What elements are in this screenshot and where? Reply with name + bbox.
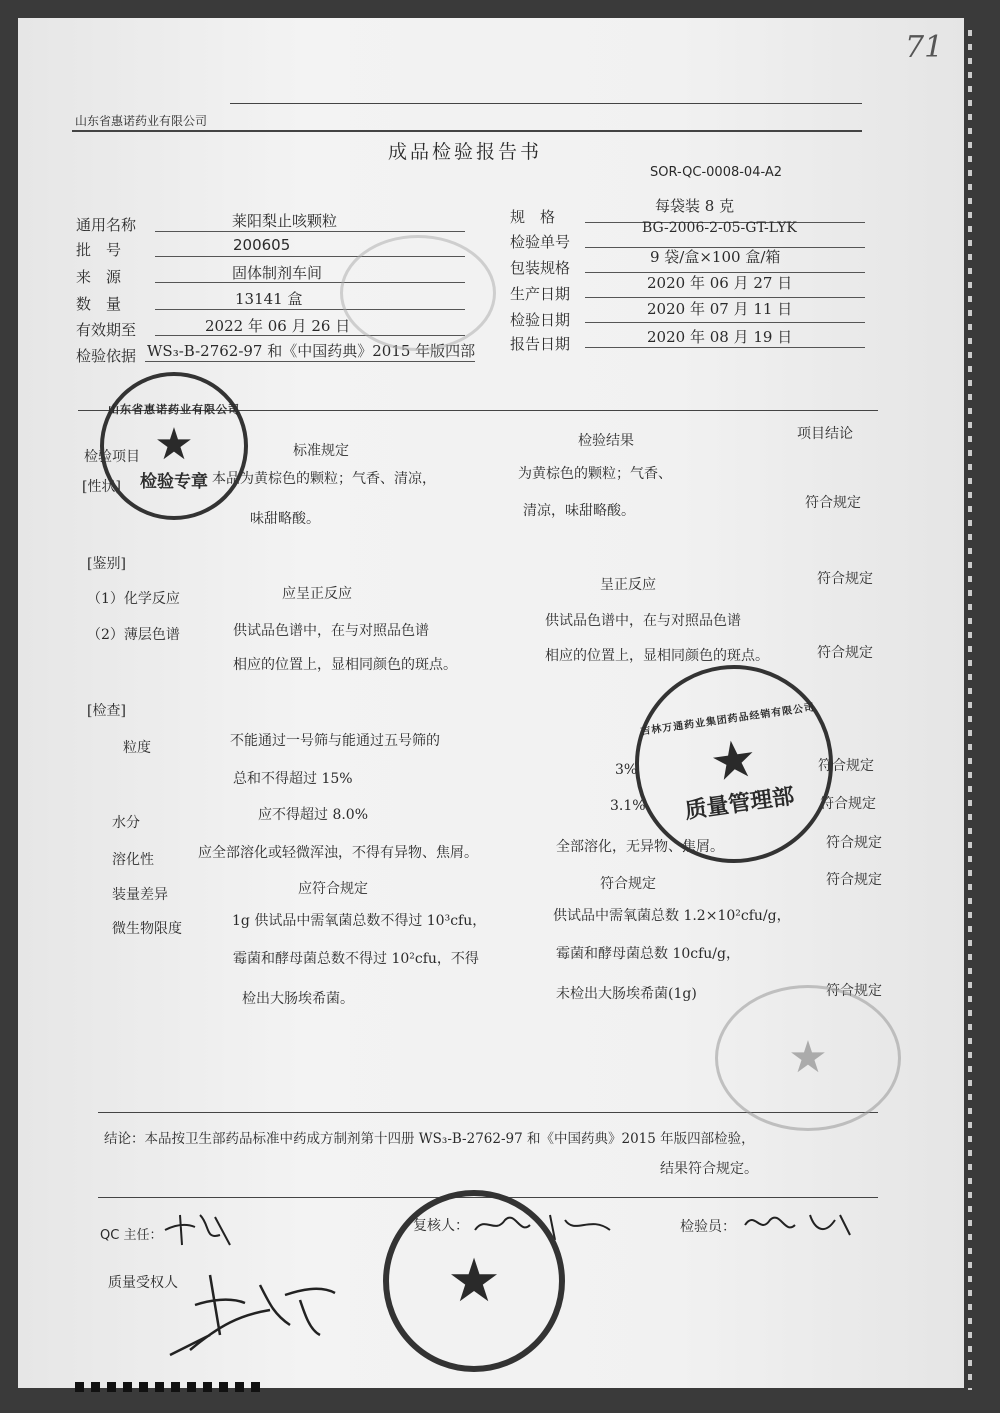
faint-stamp (715, 985, 901, 1131)
test-moisture-conclusion: 符合规定 (820, 796, 876, 812)
qa-person-signature (150, 1255, 350, 1365)
ident-row1-result: 呈正反应 (600, 577, 656, 593)
conclusion-line2: 结果符合规定。 (660, 1161, 758, 1177)
test-moisture-name: 水分 (112, 815, 140, 831)
section-heading-identification: [鉴别] (87, 556, 126, 572)
test-solubility-standard: 应全部溶化或轻微浑浊，不得有异物、焦屑。 (198, 845, 478, 861)
appearance-result-line1: 为黄棕色的颗粒；气香、 (518, 466, 672, 482)
ident-row1-conclusion: 符合规定 (817, 571, 873, 587)
field-value-report-no: BG-2006-2-05-GT-LYK (642, 220, 797, 236)
stamp2-center-text: 质量管理部 (683, 783, 796, 825)
header-rule (72, 130, 862, 132)
reviewer-label: 复核人： (413, 1218, 469, 1234)
faint-top-stamp (340, 235, 496, 351)
test-particle-size-name: 粒度 (123, 740, 151, 756)
field-label-report-no: 检验单号 (510, 233, 571, 251)
test-microbial-result-line1: 供试品中需氧菌总数 1.2×10²cfu/g， (553, 908, 791, 924)
test-microbial-result-line2: 霉菌和酵母菌总数 10cfu/g， (556, 946, 740, 962)
test-fill-weight-result: 符合规定 (600, 876, 656, 892)
field-label-report-date: 报告日期 (510, 335, 571, 353)
ident-row2-name: （2）薄层色谱 (87, 627, 180, 643)
company-name: 山东省惠诺药业有限公司 (75, 114, 208, 128)
field-value-basis: WS₃-B-2762-97 和《中国药典》2015 年版四部 (147, 342, 476, 360)
test-particle-size-standard-line1: 不能通过一号筛与能通过五号筛的 (230, 733, 440, 749)
field-label-qty: 数 量 (76, 295, 122, 313)
col-header-standard: 标准规定 (293, 443, 349, 459)
field-value-report-date: 2020 年 08 月 19 日 (647, 328, 793, 346)
appearance-standard-line2: 味甜略酸。 (250, 511, 320, 527)
ident-row2-result-line2: 相应的位置上，显相同颜色的斑点。 (545, 648, 769, 664)
document-page (18, 18, 964, 1388)
stamp2-ring-text: 吉林万通药业集团药品经销有限公司 (639, 702, 816, 738)
field-value-name: 莱阳梨止咳颗粒 (232, 212, 338, 230)
test-solubility-name: 溶化性 (112, 852, 154, 868)
col-header-result: 检验结果 (578, 433, 634, 449)
test-particle-size-result: 3% (615, 762, 638, 778)
col-header-conclusion: 项目结论 (797, 426, 853, 442)
field-label-expiry: 有效期至 (76, 321, 137, 339)
underline (145, 361, 475, 362)
test-microbial-standard-line1: 1g 供试品中需氧菌总数不得过 10³cfu， (232, 913, 487, 929)
field-label-spec: 规 格 (510, 208, 556, 226)
header-rule-top (230, 103, 862, 104)
star-icon: ★ (788, 1032, 828, 1083)
ident-row1-standard: 应呈正反应 (282, 586, 352, 602)
report-title: 成品检验报告书 (388, 141, 543, 163)
field-label-source: 来 源 (76, 268, 122, 286)
field-label-pack: 包装规格 (510, 259, 571, 277)
qc-director-signature (160, 1205, 240, 1255)
test-particle-size-conclusion: 符合规定 (818, 758, 874, 774)
star-icon: ★ (154, 418, 194, 470)
qc-director-label: QC 主任： (100, 1228, 163, 1243)
section-heading-tests: [检查] (87, 703, 126, 719)
appearance-conclusion: 符合规定 (805, 495, 861, 511)
right-edge-dashes (968, 30, 972, 1390)
test-microbial-conclusion: 符合规定 (826, 983, 882, 999)
test-microbial-standard-line3: 检出大肠埃希菌。 (242, 991, 354, 1007)
test-microbial-result-line3: 未检出大肠埃希菌(1g) (556, 986, 697, 1002)
page-number: 71 (905, 30, 944, 65)
field-label-basis: 检验依据 (76, 347, 137, 365)
field-label-prod-date: 生产日期 (510, 285, 571, 303)
field-value-test-date: 2020 年 07 月 11 日 (647, 300, 793, 318)
qa-person-label: 质量受权人 (108, 1275, 178, 1291)
underline (155, 231, 465, 232)
appearance-standard-line1: 本品为黄棕色的颗粒；气香、清凉， (212, 471, 436, 487)
ident-row1-name: （1）化学反应 (87, 591, 180, 607)
test-fill-weight-standard: 应符合规定 (298, 881, 368, 897)
field-value-source: 固体制剂车间 (232, 264, 323, 282)
test-microbial-name: 微生物限度 (112, 921, 182, 937)
conclusion-line1: 结论：本品按卫生部药品标准中药成方制剂第十四册 WS₃-B-2762-97 和《中国药典》2015 年版四部检验， (104, 1131, 755, 1147)
bottom-seal-stamp (383, 1190, 565, 1372)
test-moisture-standard: 应不得超过 8.0% (258, 807, 369, 823)
test-microbial-standard-line2: 霉菌和酵母菌总数不得过 10²cfu，不得 (233, 951, 479, 967)
field-label-batch: 批 号 (76, 241, 122, 259)
underline (585, 347, 865, 348)
inspector-label: 检验员： (680, 1219, 736, 1235)
field-value-batch: 200605 (233, 236, 291, 254)
section-heading-appearance: [性状] (82, 479, 121, 495)
doc-code: SOR-QC-0008-04-A2 (650, 165, 783, 180)
stamp1-center-text: 检验专章 (140, 471, 208, 492)
ident-row2-standard-line2: 相应的位置上，显相同颜色的斑点。 (233, 657, 457, 673)
test-moisture-result: 3.1% (610, 798, 646, 814)
field-value-qty: 13141 盒 (235, 290, 303, 308)
inspector-signature (740, 1205, 860, 1245)
company-inspection-stamp (100, 372, 248, 520)
field-value-spec: 每袋装 8 克 (655, 197, 735, 215)
test-solubility-conclusion: 符合规定 (826, 835, 882, 851)
star-icon: ★ (706, 728, 761, 794)
field-label-test-date: 检验日期 (510, 311, 571, 329)
field-value-pack: 9 袋/盒×100 盒/箱 (650, 248, 781, 266)
col-header-item: 检验项目 (84, 449, 140, 465)
underline (585, 322, 865, 323)
test-particle-size-standard-line2: 总和不得超过 15% (233, 771, 353, 787)
test-fill-weight-conclusion: 符合规定 (826, 872, 882, 888)
punch-edge (75, 1382, 265, 1392)
appearance-result-line2: 清凉，味甜略酸。 (523, 503, 635, 519)
test-fill-weight-name: 装量差异 (112, 887, 168, 903)
ident-row2-result-line1: 供试品色谱中，在与对照品色谱 (545, 613, 741, 629)
field-label-name: 通用名称 (76, 216, 137, 234)
field-value-expiry: 2022 年 06 月 26 日 (205, 317, 351, 335)
field-value-prod-date: 2020 年 06 月 27 日 (647, 274, 793, 292)
stamp1-ring-text: 山东省惠诺药业有限公司 (108, 402, 240, 416)
test-solubility-result: 全部溶化，无异物、焦屑。 (556, 839, 724, 855)
star-icon: ★ (447, 1246, 501, 1316)
ident-row2-conclusion: 符合规定 (817, 645, 873, 661)
ident-row2-standard-line1: 供试品色谱中，在与对照品色谱 (233, 623, 429, 639)
